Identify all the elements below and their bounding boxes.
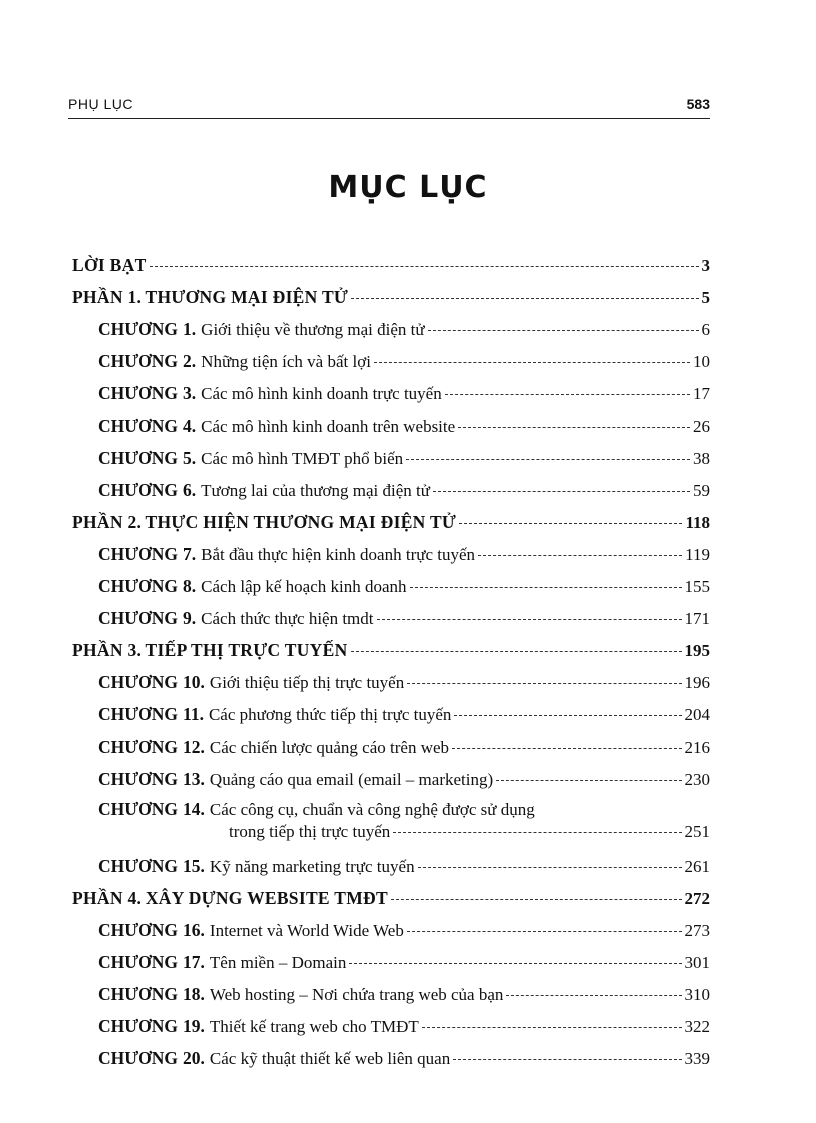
chapter-label: CHƯƠNG [98,798,179,819]
chapter-number: 6. [183,479,197,500]
dot-leader [428,330,699,331]
part-title: PHẦN 3. TIẾP THỊ TRỰC TUYẾN [72,640,348,661]
chapter-number: 18. [183,984,205,1005]
chapter-number: 3. [183,383,197,404]
page-ref: 195 [684,641,710,661]
page-ref: 339 [684,1049,710,1069]
chapter-title: Các kỹ thuật thiết kế web liên quan [209,1049,451,1069]
dot-leader [418,867,682,868]
page-title: MỤC LỤC [328,170,488,205]
page-ref: 251 [684,821,710,841]
page-ref: 230 [684,769,710,789]
chapter-number: 17. [183,952,205,973]
toc-chapter-row [98,672,710,693]
chapter-title: Tương lai của thương mại điện tử [201,480,430,500]
part-title: PHẦN 4. XÂY DỰNG WEBSITE TMĐT [72,887,388,908]
toc-chapter-row [98,769,710,790]
page-ref: 119 [685,544,710,564]
toc-chapter-row [98,799,710,842]
dot-leader [374,362,690,363]
page-ref: 216 [684,737,710,757]
page-ref: 204 [684,705,710,725]
chapter-label: CHƯƠNG [98,543,179,564]
dot-leader [445,394,690,395]
page-ref: 5 [701,288,710,308]
chapter-title: Các chiến lược quảng cáo trên web [209,737,450,757]
toc-part-row [72,640,710,661]
chapter-number: 13. [183,768,205,789]
page-ref: 171 [684,609,710,629]
page-ref: 196 [684,673,710,693]
page-ref: 118 [685,512,710,532]
chapter-title: Các mô hình kinh doanh trực tuyến [201,384,442,404]
chapter-number: 4. [183,415,197,436]
dot-leader [407,683,681,684]
toc-part-row [72,512,710,533]
chapter-title: Giới thiệu về thương mại điện tử [201,320,425,340]
page-ref: 155 [684,577,710,596]
chapter-title: Cách lập kế hoạch kinh doanh [201,577,407,596]
chapter-title: Các công cụ, chuẩn và công nghệ được sử dụng [209,799,535,819]
toc-chapter-row [98,704,710,725]
chapter-number: 1. [183,319,197,340]
chapter-number: 20. [183,1048,205,1069]
toc-chapter-row [98,608,710,629]
toc-part-row [72,888,710,909]
page-ref: 310 [684,985,710,1005]
dot-leader [452,748,681,749]
chapter-number: 7. [183,543,197,564]
dot-leader [454,715,681,716]
page-ref: 59 [693,480,710,500]
toc-chapter-row [98,952,710,973]
dot-leader [433,491,690,492]
chapter-label: CHƯƠNG [98,984,179,1005]
chapter-number: 5. [183,447,197,468]
chapter-label: CHƯƠNG [98,952,179,973]
chapter-number: 14. [183,798,205,819]
chapter-title: Quảng cáo qua email (email – marketing) [209,769,494,789]
chapter-number: 16. [183,920,205,940]
chapter-label: CHƯƠNG [98,319,179,340]
dot-leader [459,523,682,524]
toc-chapter-row [98,856,710,877]
dot-leader [406,459,690,460]
toc-chapter-row [98,737,710,758]
page-ref: 272 [684,888,710,908]
dot-leader [453,1059,681,1060]
chapter-title: Các phương thức tiếp thị trực tuyến [208,705,452,725]
dot-leader [377,619,682,620]
page-ref: 17 [693,384,710,404]
chapter-label: CHƯƠNG [98,1048,179,1069]
chapter-label: CHƯƠNG [98,383,179,404]
chapter-title: Web hosting – Nơi chứa trang web của bạn [209,985,504,1005]
dot-leader [410,587,682,588]
running-header [68,96,710,119]
part-title: PHẦN 1. THƯƠNG MẠI ĐIỆN TỬ [72,287,349,308]
dot-leader [506,995,681,996]
chapter-label: CHƯƠNG [98,768,179,789]
toc-part-row [72,287,710,308]
chapter-label: CHƯƠNG [98,447,179,468]
page-ref: 26 [693,416,710,436]
toc-chapter-row [98,576,710,597]
dot-leader [478,555,682,556]
chapter-number: 11. [183,704,204,725]
chapter-title: Internet và World Wide Web [209,921,404,940]
chapter-number: 15. [183,855,205,876]
chapter-number: 10. [183,672,205,693]
toc-chapter-row [98,480,710,501]
chapter-title: Các mô hình TMĐT phổ biến [201,448,404,468]
dot-leader [496,780,681,781]
chapter-title: Thiết kế trang web cho TMĐT [209,1017,419,1037]
chapter-label: CHƯƠNG [98,351,179,372]
chapter-label: CHƯƠNG [98,704,179,725]
part-title: PHẦN 2. THỰC HIỆN THƯƠNG MẠI ĐIỆN TỬ [72,511,457,532]
dot-leader [422,1027,682,1028]
chapter-number: 19. [183,1016,205,1037]
chapter-title: Kỹ năng marketing trực tuyến [209,856,415,876]
chapter-label: CHƯƠNG [98,672,179,693]
chapter-number: 2. [183,351,197,372]
part-title: LỜI BẠT [72,255,147,275]
chapter-label: CHƯƠNG [98,576,179,596]
chapter-title: Giới thiệu tiếp thị trực tuyến [209,673,405,693]
page-ref: 10 [693,352,710,372]
page-ref: 301 [684,953,710,973]
toc-chapter-row [98,319,710,340]
toc-chapter-row [98,383,710,404]
chapter-label: CHƯƠNG [98,1016,179,1037]
chapter-title: Các mô hình kinh doanh trên website [201,416,456,436]
page-number: 583 [686,96,710,112]
toc-chapter-row [98,920,710,941]
chapter-label: CHƯƠNG [98,736,179,757]
dot-leader [150,266,699,267]
chapter-title: Những tiện ích và bất lợi [201,352,371,372]
chapter-title: Cách thức thực hiện tmdt [201,609,374,629]
chapter-label: CHƯƠNG [98,415,179,436]
dot-leader [407,931,682,932]
toc-chapter-row [98,1016,710,1037]
page-ref: 3 [701,256,710,275]
chapter-label: CHƯƠNG [98,920,179,940]
chapter-number: 12. [183,736,205,757]
dot-leader [458,427,690,428]
chapter-title-continued: trong tiếp thị trực tuyến [229,821,391,841]
chapter-label: CHƯƠNG [98,608,179,629]
toc-chapter-row [98,416,710,437]
page-ref: 273 [684,921,710,940]
page-ref: 38 [693,448,710,468]
section-name: PHỤ LỤC [68,96,133,112]
chapter-number: 8. [183,576,197,596]
toc-chapter-row [98,544,710,565]
chapter-line-1 [98,799,710,820]
chapter-title: Bắt đầu thực hiện kinh doanh trực tuyến [201,544,476,564]
dot-leader [351,651,682,652]
dot-leader [351,298,698,299]
page-ref: 6 [701,320,710,340]
chapter-label: CHƯƠNG [98,479,179,500]
chapter-label: CHƯƠNG [98,855,179,876]
dot-leader [393,832,681,833]
toc-part-row [72,255,710,276]
toc-chapter-row [98,448,710,469]
chapter-line-2 [98,822,710,842]
chapter-title: Tên miền – Domain [209,953,347,973]
toc-chapter-row [98,1048,710,1069]
toc-chapter-row [98,984,710,1005]
chapter-number: 9. [183,608,197,629]
page-ref: 261 [684,856,710,876]
dot-leader [391,899,682,900]
toc-chapter-row [98,351,710,372]
page-ref: 322 [684,1017,710,1037]
dot-leader [349,963,681,964]
